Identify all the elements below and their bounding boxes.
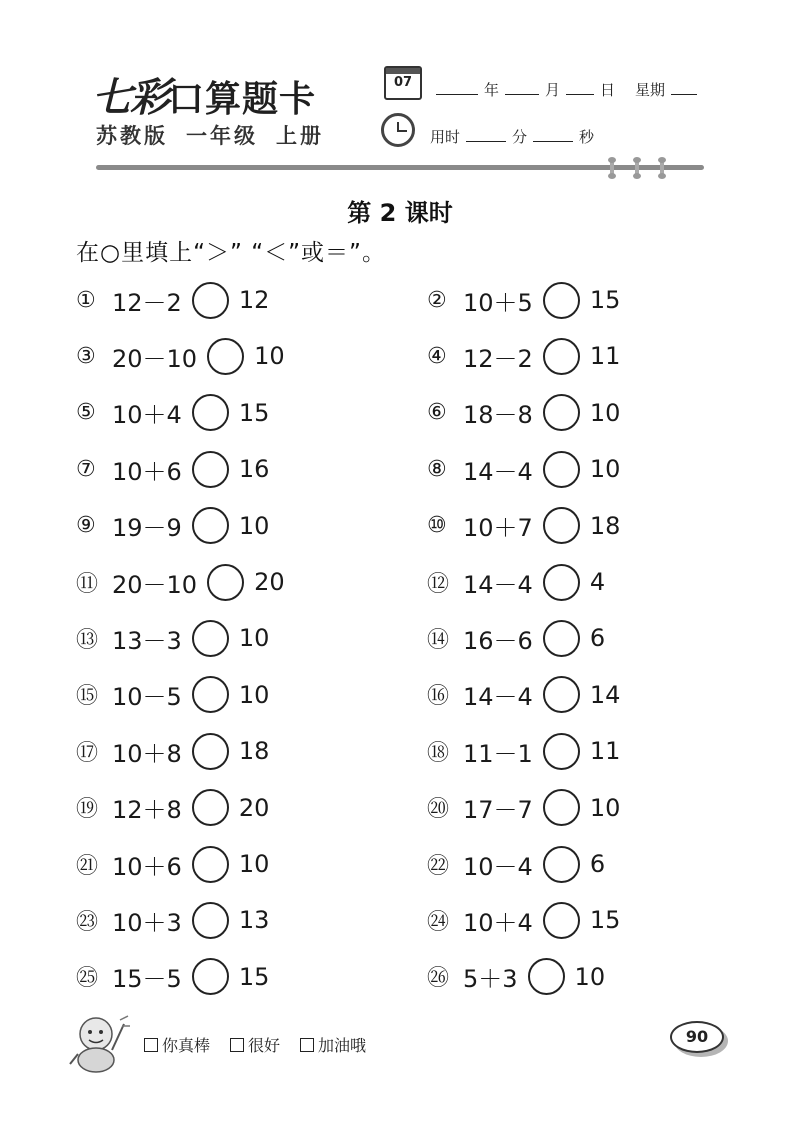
problem-expression: 15－5 <box>112 965 182 994</box>
problem-expression: 19－9 <box>112 514 182 543</box>
answer-circle[interactable] <box>543 733 580 770</box>
calendar-icon <box>384 66 422 100</box>
problem-expression: 5＋3 <box>463 965 518 994</box>
problem-number: ⑳ <box>427 797 450 823</box>
problem-item <box>427 393 620 433</box>
month-label: 月 <box>545 81 561 99</box>
rating-keep-going-label: 加油哦 <box>318 1036 367 1055</box>
problem-expression: 14－4 <box>463 457 533 486</box>
brand-main: 口算题卡 <box>168 79 317 120</box>
seconds-blank[interactable] <box>533 127 573 142</box>
instruction: 在○里填上“＞” “＜”或＝”。 <box>76 240 386 266</box>
problem-item <box>76 393 269 433</box>
problem-number: ㉑ <box>76 853 99 879</box>
problem-expression: 10＋7 <box>463 514 533 543</box>
clock-icon <box>381 113 415 147</box>
problem-number: ⑧ <box>427 456 447 482</box>
lesson-title: 第 2 课时 <box>347 199 453 227</box>
answer-circle[interactable] <box>192 958 229 995</box>
rating-good-label: 很好 <box>248 1036 281 1055</box>
problem-expression: 10＋3 <box>112 908 182 937</box>
problem-number: ⑬ <box>76 627 99 653</box>
edition-volume: 上册 <box>276 124 324 148</box>
problem-compare-value: 10 <box>238 850 270 878</box>
problem-item <box>427 957 605 997</box>
problem-item <box>427 844 605 884</box>
day-blank[interactable] <box>566 80 594 95</box>
answer-circle[interactable] <box>192 620 229 657</box>
problem-expression: 18－8 <box>463 401 533 430</box>
problem-expression: 20－10 <box>112 344 198 373</box>
problem-compare-value: 6 <box>589 624 606 653</box>
binder-pin <box>660 160 664 176</box>
problem-item <box>427 900 620 940</box>
problem-compare-value: 12 <box>238 286 270 314</box>
answer-circle[interactable] <box>192 451 229 488</box>
problem-compare-value: 16 <box>238 455 270 484</box>
problem-expression: 17－7 <box>463 796 533 825</box>
answer-circle[interactable] <box>543 451 580 488</box>
problem-number: ⑭ <box>427 627 450 653</box>
problem-item <box>76 675 269 715</box>
problem-item <box>427 336 620 376</box>
answer-circle[interactable] <box>543 676 580 713</box>
problem-compare-value: 15 <box>589 286 621 314</box>
problem-item <box>427 449 620 489</box>
problem-compare-value: 10 <box>254 342 285 371</box>
problem-compare-value: 10 <box>238 624 270 653</box>
problem-expression: 10＋8 <box>112 739 182 768</box>
problem-expression: 10＋4 <box>463 908 533 937</box>
problem-item <box>76 844 269 884</box>
problem-number: ① <box>76 287 96 313</box>
problem-compare-value: 10 <box>589 793 621 822</box>
problem-number: ⑨ <box>76 513 96 539</box>
checkbox-icon[interactable] <box>230 1038 244 1052</box>
problem-expression: 12＋8 <box>112 796 182 825</box>
problem-number: ⑫ <box>427 571 450 597</box>
rating-options <box>144 1033 366 1056</box>
seconds-label: 秒 <box>579 128 595 146</box>
problem-number: ㉕ <box>76 966 99 992</box>
problem-number: ㉒ <box>427 853 450 879</box>
checkbox-icon[interactable] <box>300 1038 314 1052</box>
problem-compare-value: 4 <box>589 568 606 596</box>
answer-circle[interactable] <box>543 394 580 431</box>
year-blank[interactable] <box>436 80 478 95</box>
rating-good[interactable] <box>230 1033 280 1056</box>
answer-circle[interactable] <box>207 338 244 375</box>
answer-circle[interactable] <box>192 902 229 939</box>
problem-number: ⑰ <box>76 740 99 766</box>
problem-expression: 12－2 <box>463 344 533 373</box>
problem-item <box>76 449 269 489</box>
time-used-label: 用时 <box>430 128 461 146</box>
weekday-blank[interactable] <box>671 80 697 95</box>
problem-number: ⑯ <box>427 684 450 710</box>
problem-expression: 11－1 <box>463 739 533 768</box>
rating-keep-going[interactable] <box>300 1033 366 1056</box>
brand-script: 七彩 <box>92 74 168 121</box>
edition-grade: 一年级 <box>186 124 258 148</box>
problem-compare-value: 10 <box>589 455 621 484</box>
problem-number: ③ <box>76 343 96 369</box>
problem-number: ㉖ <box>427 966 450 992</box>
problem-compare-value: 20 <box>254 568 285 596</box>
problem-item <box>76 731 269 771</box>
rating-great-label: 你真棒 <box>162 1036 211 1055</box>
problem-item <box>427 788 620 828</box>
answer-circle[interactable] <box>192 676 229 713</box>
problem-item <box>76 900 269 940</box>
problem-compare-value: 15 <box>589 906 621 935</box>
answer-circle[interactable] <box>192 282 229 319</box>
answer-circle[interactable] <box>543 507 580 544</box>
mascot-illustration <box>66 1010 132 1076</box>
minutes-blank[interactable] <box>466 127 506 142</box>
problem-expression: 12－2 <box>112 288 182 317</box>
problem-expression: 10－5 <box>112 683 182 712</box>
problem-compare-value: 6 <box>589 850 606 878</box>
problem-compare-value: 14 <box>589 680 621 709</box>
problem-expression: 10＋4 <box>112 401 182 430</box>
problem-compare-value: 10 <box>574 962 606 991</box>
problem-number: ㉓ <box>76 909 99 935</box>
minutes-label: 分 <box>512 128 528 146</box>
problem-compare-value: 11 <box>589 737 621 766</box>
problem-number: ⑦ <box>76 456 96 482</box>
answer-circle[interactable] <box>192 789 229 826</box>
problem-item <box>427 280 620 320</box>
problem-number: ⑪ <box>76 571 99 597</box>
answer-circle[interactable] <box>192 507 229 544</box>
problem-compare-value: 18 <box>589 511 621 540</box>
problem-expression: 14－4 <box>463 570 533 599</box>
problem-item <box>427 731 620 771</box>
answer-circle[interactable] <box>543 902 580 939</box>
day-label: 日 <box>600 81 616 99</box>
problem-expression: 10＋5 <box>463 288 533 317</box>
problem-number: ⑱ <box>427 740 450 766</box>
page-number: 90 <box>670 1021 724 1053</box>
problem-item <box>76 280 269 320</box>
problem-item <box>76 336 285 376</box>
binder-pin <box>610 160 614 176</box>
brand-title <box>92 66 316 122</box>
problem-number: ⑲ <box>76 797 99 823</box>
problem-expression: 20－10 <box>112 570 198 599</box>
problem-expression: 10＋6 <box>112 852 182 881</box>
problem-compare-value: 10 <box>589 398 621 427</box>
problem-item <box>76 618 269 658</box>
problem-item <box>76 562 285 602</box>
month-blank[interactable] <box>505 80 539 95</box>
problem-item <box>76 957 269 997</box>
answer-circle[interactable] <box>192 846 229 883</box>
problem-compare-value: 11 <box>589 342 621 371</box>
answer-circle[interactable] <box>192 394 229 431</box>
problem-compare-value: 13 <box>238 906 270 935</box>
answer-circle[interactable] <box>543 789 580 826</box>
problem-compare-value: 20 <box>238 793 270 822</box>
date-fields <box>430 79 703 100</box>
calendar-icon-number: 07 <box>393 75 413 90</box>
problem-item <box>427 506 620 546</box>
answer-circle[interactable] <box>192 733 229 770</box>
problem-item <box>427 675 620 715</box>
problem-item <box>427 562 605 602</box>
problem-number: ⑤ <box>76 400 96 426</box>
edition-publisher: 苏教版 <box>96 124 168 148</box>
problem-number: ⑮ <box>76 684 99 710</box>
problem-number: ㉔ <box>427 909 450 935</box>
answer-circle[interactable] <box>543 338 580 375</box>
problem-item <box>76 506 269 546</box>
answer-circle[interactable] <box>543 564 580 601</box>
time-fields <box>430 126 594 147</box>
problem-compare-value: 18 <box>238 737 270 766</box>
problem-compare-value: 15 <box>238 962 270 991</box>
answer-circle[interactable] <box>543 282 580 319</box>
answer-circle[interactable] <box>207 564 244 601</box>
problem-expression: 14－4 <box>463 683 533 712</box>
problem-item <box>427 618 605 658</box>
problem-number: ⑥ <box>427 400 447 426</box>
answer-circle[interactable] <box>543 620 580 657</box>
problem-number: ② <box>427 287 447 313</box>
answer-circle[interactable] <box>528 958 565 995</box>
binder-pin <box>635 160 639 176</box>
rating-great[interactable] <box>144 1033 210 1056</box>
problem-expression: 13－3 <box>112 626 182 655</box>
answer-circle[interactable] <box>543 846 580 883</box>
problem-item <box>76 788 269 828</box>
weekday-label: 星期 <box>635 81 666 99</box>
problem-expression: 16－6 <box>463 626 533 655</box>
problem-expression: 10＋6 <box>112 457 182 486</box>
problem-expression: 10－4 <box>463 852 533 881</box>
problem-compare-value: 15 <box>238 398 270 427</box>
year-label: 年 <box>484 81 500 99</box>
problem-compare-value: 10 <box>238 511 270 540</box>
problem-compare-value: 10 <box>238 680 270 709</box>
edition-line <box>96 120 342 150</box>
checkbox-icon[interactable] <box>144 1038 158 1052</box>
problem-number: ④ <box>427 343 447 369</box>
problem-number: ⑩ <box>427 513 447 539</box>
